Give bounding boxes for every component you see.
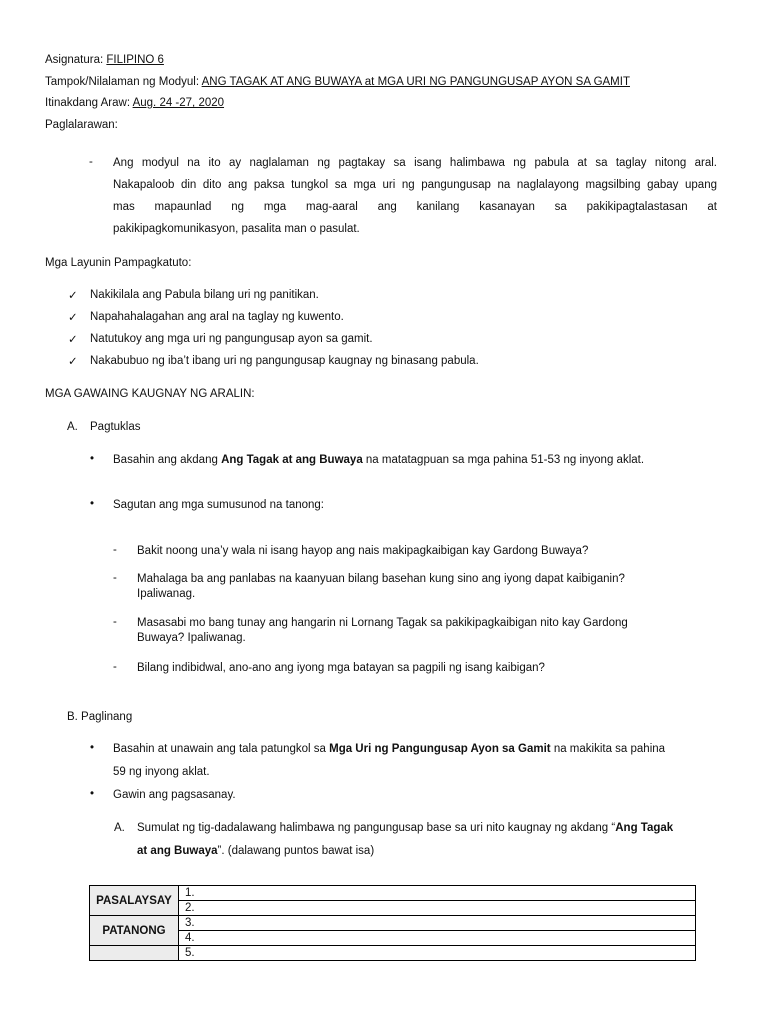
asignatura-line (45, 54, 164, 66)
bullet-icon: • (90, 453, 95, 465)
layunin-item: Natutukoy ang mga uri ng pangungusap ayon sa gamit. (90, 333, 373, 345)
answer-line[interactable]: 5. (179, 946, 696, 961)
question-dash: - (113, 661, 117, 673)
layunin-item: Nakabubuo ng iba’t ibang uri ng pangungusap kaugnay ng binasang pabula. (90, 355, 479, 367)
description-line: Ang modyul na ito ay naglalaman ng pagtakay sa isang halimbawa ng pabula at sa taglay nitong aral. (113, 157, 717, 169)
question-dash: - (113, 544, 117, 556)
bullet-icon: • (90, 742, 95, 754)
category-empty (90, 946, 179, 961)
sub-a-line-2 (137, 845, 374, 857)
paglalarawan-label: Paglalarawan: (45, 119, 118, 131)
a-item-1-text: Basahin ang akdang (113, 454, 222, 466)
b-item-1-line2: 59 ng inyong aklat. (113, 766, 210, 778)
question-dash: - (113, 616, 117, 628)
sub-a-text: Sumulat ng tig-dadalawang halimbawa ng pangungusap base sa uri nito kaugnay ng akdang “ (137, 822, 616, 834)
question-item: Masasabi mo bang tunay ang hangarin ni Lornang Tagak sa pakikipagkaibigan nito kay Gardong Buwaya? Ipaliwanag. (137, 617, 628, 644)
araw-label: Itinakdang Araw: (45, 97, 131, 109)
table-row (90, 916, 696, 931)
description-line: Nakapaloob din dito ang paksa tungkol sa mga uri ng pangungusap na naglalayong magsilbing gabay upang (113, 179, 717, 191)
layunin-heading: Mga Layunin Pampagkatuto: (45, 257, 192, 269)
araw-value: Aug. 24 -27, 2020 (132, 97, 225, 109)
table-row (90, 931, 696, 946)
b-item-1 (113, 743, 665, 755)
sub-a-title-part1: Ang Tagak (615, 822, 674, 834)
category-patanong: PATANONG (90, 916, 179, 946)
a-item-1-text-end: na matatagpuan sa mga pahina 51-53 ng inyong aklat. (362, 454, 645, 466)
a-item-1-title: Ang Tagak at ang Buwaya (221, 454, 363, 466)
category-pasalaysay: PASALAYSAY (90, 886, 179, 916)
sub-a-title-part2: at ang Buwaya (137, 845, 218, 857)
question-item: Mahalaga ba ang panlabas na kaanyuan bilang basehan kung sino ang iyong dapat kaibiganin? Ipaliwanag. (137, 573, 625, 600)
question-dash: - (113, 572, 117, 584)
check-icon: ✓ (68, 290, 78, 302)
description-line: pakikipagkomunikasyon, pasalita man o pasulat. (113, 223, 360, 235)
b-item-1-title: Mga Uri ng Pangungusap Ayon sa Gamit (329, 743, 551, 755)
question-item: Bilang indibidwal, ano-ano ang iyong mga batayan sa pagpili ng isang kaibigan? (137, 662, 545, 674)
description-dash: - (89, 156, 93, 168)
b-item-1-text-end: na makikita sa pahina (550, 743, 666, 755)
tampok-value: ANG TAGAK AT ANG BUWAYA at MGA URI NG PANGUNGUSAP AYON SA GAMIT (201, 76, 630, 88)
check-icon: ✓ (68, 334, 78, 346)
bullet-icon: • (90, 788, 95, 800)
section-b-heading: B. Paglinang (67, 711, 133, 723)
tampok-line (45, 76, 630, 88)
description-line: mas mapaunlad ng mga mag-aaral ang kanilang kasanayan sa pakikipagtalastasan at (113, 201, 717, 213)
asignatura-label: Asignatura: (45, 54, 104, 66)
b-item-2: Gawin ang pagsasanay. (113, 789, 236, 801)
tampok-label: Tampok/Nilalaman ng Modyul: (45, 76, 200, 88)
layunin-item: Napahahalagahan ang aral na taglay ng kuwento. (90, 311, 344, 323)
table-row (90, 901, 696, 916)
layunin-item: Nakikilala ang Pabula bilang uri ng panitikan. (90, 289, 319, 301)
section-a-title: Pagtuklas (90, 421, 141, 433)
answer-line[interactable]: 1. (179, 886, 696, 901)
question-item: Bakit noong una’y wala ni isang hayop ang nais makipagkaibigan kay Gardong Buwaya? (137, 545, 589, 557)
answer-line[interactable]: 4. (179, 931, 696, 946)
answer-line[interactable]: 2. (179, 901, 696, 916)
araw-line (45, 97, 224, 109)
check-icon: ✓ (68, 356, 78, 368)
table-row (90, 886, 696, 901)
a-item-2: Sagutan ang mga sumusunod na tanong: (113, 499, 324, 511)
answer-table (89, 885, 696, 961)
answer-line[interactable]: 3. (179, 916, 696, 931)
b-item-1-text: Basahin at unawain ang tala patungkol sa (113, 743, 330, 755)
check-icon: ✓ (68, 312, 78, 324)
description-paragraph (113, 152, 717, 240)
sub-a-marker: A. (114, 822, 125, 834)
table-row (90, 946, 696, 961)
section-a-marker: A. (67, 421, 78, 433)
gawain-heading: MGA GAWAING KAUGNAY NG ARALIN: (45, 388, 255, 400)
sub-a-line-1 (137, 822, 673, 834)
sub-a-text-end: ”. (dalawang puntos bawat isa) (217, 845, 375, 857)
a-item-1 (113, 454, 644, 466)
bullet-icon: • (90, 498, 95, 510)
asignatura-value: FILIPINO 6 (106, 54, 164, 66)
